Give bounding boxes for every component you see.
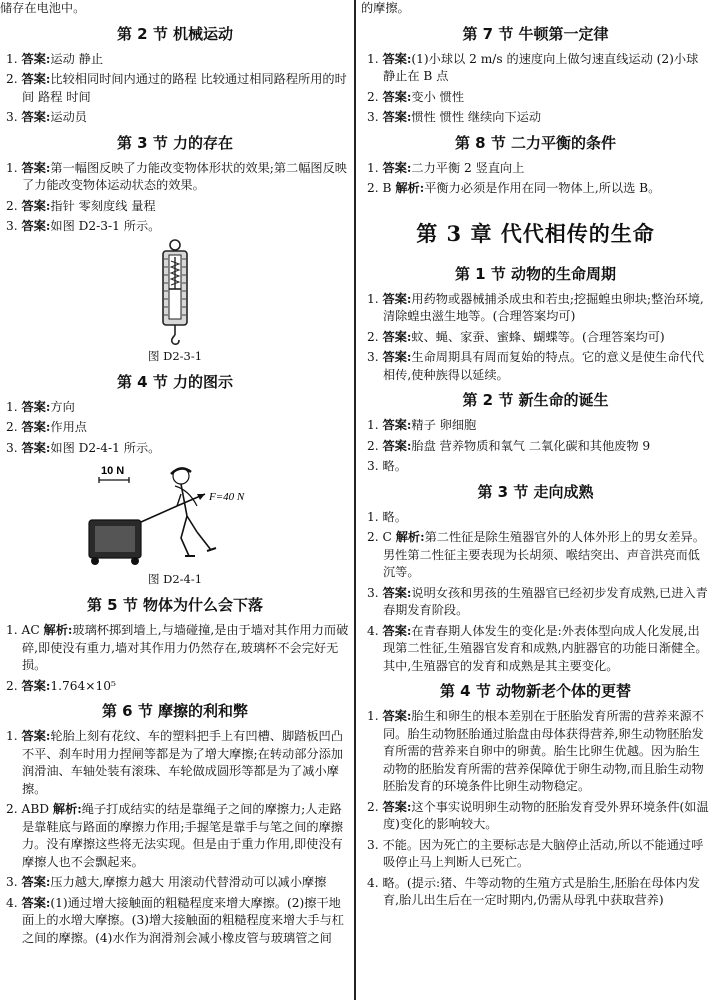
chapter-title: 第 3 章 代代相传的生命: [416, 220, 655, 246]
answer-text: 说明女孩和男孩的生殖器官已经初步发育成熟,已进入青春期发育阶段。: [383, 585, 708, 617]
answer-label: 解析:: [52, 802, 82, 816]
answer-item: [0, 109, 350, 127]
item-number: 2.: [6, 802, 18, 816]
item-number: 1.: [6, 51, 18, 66]
answer-item: [0, 895, 350, 948]
scale-label: 10 N: [101, 465, 125, 477]
answer-text: 不能。因为死亡的主要标志是大脑停止活动,所以不能通过呼吸停止马上判断人已死亡。: [382, 837, 704, 869]
answer-item: [361, 623, 710, 676]
answer-text: 第二性征是除生殖器官外的人体外形上的男女差异。男性第二性征主要表现为长胡须、喉结突出、声音洪亮而低沉等。: [383, 530, 705, 579]
answer-label: 答案:: [382, 709, 412, 723]
answer-label: 答案:: [382, 623, 412, 638]
answer-text: 略。: [382, 459, 407, 473]
force-diagram-figure: [0, 460, 350, 570]
answer-label: 答案:: [382, 110, 412, 124]
answer-list: [361, 417, 710, 476]
answer-item: [361, 875, 710, 910]
answer-text: 平衡力必须是作用在同一物体上,所以选 B。: [424, 181, 661, 195]
answer-text: 蚊、蝇、家蚕、蜜蜂、蝴蝶等。(合理答案均可): [411, 329, 665, 344]
answer-item: [361, 799, 710, 834]
continued-text: 储存在电池中。: [0, 1, 86, 15]
item-number: 3.: [6, 875, 18, 889]
item-number: 1.: [6, 623, 18, 637]
answer-text: 略。(提示:猪、牛等动物的生殖方式是胎生,胚胎在母体内发育,胎儿出生后在一定时期内,仍需从母乳中获取营养): [382, 875, 700, 907]
item-number: 3.: [6, 219, 18, 233]
item-number: 4.: [367, 875, 379, 890]
answer-label: 答案:: [21, 160, 51, 175]
answer-text: 运动 静止: [50, 51, 104, 66]
answer-item: [361, 51, 710, 86]
answer-item: [0, 51, 350, 69]
answer-item: [0, 728, 350, 798]
section-title: 第 6 节 摩擦的利和弊: [101, 702, 249, 720]
answer-text: 生命周期具有周而复始的特点。它的意义是使生命代代相传,使种族得以延续。: [383, 350, 704, 382]
answer-list: [0, 622, 350, 695]
spring-scale-figure: [0, 239, 350, 347]
answer-label: 答案:: [382, 291, 412, 306]
answer-list: [0, 51, 350, 127]
section-title: 第 2 节 新生命的诞生: [462, 391, 609, 409]
answer-label: 答案:: [21, 110, 51, 124]
answer-text: 二力平衡 2 竖直向上: [411, 160, 525, 175]
answer-text: 惯性 惯性 继续向下运动: [411, 110, 542, 124]
item-number: 2.: [6, 72, 18, 86]
choice-answer: C: [382, 530, 392, 544]
item-number: 4.: [367, 623, 379, 638]
answer-label: 答案:: [21, 678, 51, 693]
answer-text: 运动员: [50, 110, 87, 124]
answer-item: [0, 801, 350, 871]
answer-item: [0, 218, 350, 236]
answer-text: 绳子打成结实的结是靠绳子之间的摩擦力;人走路是靠鞋底与路面的摩擦力作用;手握笔是靠手与笔之间的摩擦力。没有摩擦这些将无法实现。但是由于重力作用,即使没有摩擦人也不会飘起来。: [22, 802, 343, 869]
answer-list: [361, 509, 710, 676]
answer-item: [0, 622, 350, 675]
answer-label: 答案:: [21, 895, 51, 910]
answer-label: 答案:: [382, 329, 412, 344]
answer-item: [361, 585, 710, 620]
item-number: 2.: [367, 181, 379, 195]
answer-label: 答案:: [382, 799, 412, 814]
item-number: 3.: [367, 585, 379, 600]
item-number: 2.: [367, 799, 379, 814]
section-title: 第 3 节 力的存在: [116, 133, 234, 152]
right-column: [361, 0, 710, 1000]
item-number: 1.: [367, 51, 379, 66]
section-title: 第 2 节 机械运动: [116, 24, 234, 43]
answer-text: 作用点: [50, 420, 87, 434]
answer-text: 轮胎上刻有花纹、车的塑料把手上有凹槽、脚踏板凹凸不平、刹车时用力捏闸等都是为了增大摩擦;在转动部分添加润滑油、车轴处装有滚珠、车轮做成圆形等都是为了减小摩擦。: [22, 729, 343, 796]
answer-text: 比较相同时间内通过的路程 比较通过相同路程所用的时间 路程 时间: [22, 72, 347, 104]
answer-label: 答案:: [382, 418, 412, 432]
item-number: 1.: [6, 729, 18, 743]
answer-item: [361, 438, 710, 456]
answer-item: [0, 440, 350, 458]
answer-text: 在青春期人体发生的变化是:外表体型向成人化发展,出现第二性征,生殖器官发育和成熟,内脏器官的功能日渐健全。其中,生殖器官的发育和成熟是其主要变化。: [383, 623, 708, 673]
answer-item: [0, 399, 350, 417]
answer-text: 指针 零刻度线 量程: [50, 198, 156, 213]
answer-text: 胎盘 营养物质和氧气 二氧化碳和其他废物 9: [411, 438, 651, 453]
answer-list: [361, 708, 710, 910]
answer-item: [361, 349, 710, 384]
answer-label: 答案:: [21, 399, 51, 414]
answer-item: [361, 160, 710, 178]
answer-text: 玻璃杯掷到墙上,与墙碰撞,是由于墙对其作用力而破碎,即使没有重力,墙对其作用力仍然存在,玻璃杯不会完好无损。: [22, 623, 349, 672]
answer-label: 答案:: [21, 198, 51, 213]
answer-list: [0, 399, 350, 458]
item-number: 2.: [367, 89, 379, 104]
answer-label: 答案:: [21, 219, 51, 233]
answer-label: 解析:: [43, 623, 73, 637]
item-number: 3.: [367, 837, 379, 852]
continued-text: 的摩擦。: [361, 1, 410, 15]
answer-label: 答案:: [21, 440, 51, 455]
answer-label: 答案:: [382, 585, 412, 600]
answer-text: 第一幅图反映了力能改变物体形状的效果;第二幅图反映了力能改变物体运动状态的效果。: [22, 160, 347, 192]
item-number: 1.: [367, 418, 379, 432]
item-number: 2.: [6, 678, 18, 693]
answer-item: [361, 329, 710, 347]
answer-item: [361, 291, 710, 326]
answer-list: [0, 160, 350, 236]
answer-label: 答案:: [21, 51, 51, 66]
item-number: 1.: [6, 399, 18, 414]
answer-text: 胎生和卵生的根本差别在于胚胎发育所需的营养来源不同。胎生动物胚胎通过胎盘由母体获得营养,卵生动物胚胎发育所需的营养来自卵中的卵黄。胎生比卵生优越。因为胎生动物的胚胎发育所需的营养保障优于卵生动物,而且胎生动物胚胎发育的环境条件比卵生动物稳定。: [383, 709, 704, 793]
answer-text: 用药物或器械捕杀成虫和若虫;挖掘蝗虫卵块;整治环境,清除蝗虫滋生地等。(合理答案均可): [383, 291, 704, 323]
answer-text: 方向: [50, 399, 75, 414]
answer-label: 答案:: [382, 51, 412, 66]
item-number: 3.: [367, 350, 379, 364]
item-number: 3.: [367, 459, 379, 473]
answer-item: [361, 529, 710, 582]
item-number: 3.: [6, 110, 18, 124]
answer-item: [0, 198, 350, 216]
answer-text: (1)小球以 2 m/s 的速度向上做匀速直线运动 (2)小球静止在 B 点: [383, 51, 699, 83]
answer-label: 解析:: [395, 530, 425, 544]
choice-answer: B: [382, 181, 392, 195]
answer-item: [0, 71, 350, 106]
choice-answer: ABD: [21, 802, 50, 816]
item-number: 1.: [6, 160, 18, 175]
answer-label: 答案:: [382, 438, 412, 453]
force-diagram: [85, 460, 265, 570]
answer-text: 精子 卵细胞: [411, 418, 477, 432]
section-title: 第 4 节 动物新老个体的更替: [439, 682, 632, 700]
answer-item: [361, 708, 710, 796]
answer-label: 解析:: [395, 181, 425, 195]
answer-text: 如图 D2-4-1 所示。: [50, 440, 161, 455]
item-number: 2.: [6, 198, 18, 213]
answer-list: [0, 728, 350, 947]
answer-item: [0, 678, 350, 696]
answer-text: 这个事实说明卵生动物的胚胎发育受外界环境条件(如温度)变化的影响较大。: [383, 799, 709, 831]
section-title: 第 5 节 物体为什么会下落: [86, 596, 264, 614]
answer-label: 答案:: [21, 729, 51, 743]
item-number: 2.: [367, 329, 379, 344]
choice-answer: AC: [21, 623, 40, 637]
answer-label: 答案:: [382, 160, 412, 175]
answer-text: 压力越大,摩擦力越大 用滚动代替滑动可以减小摩擦: [50, 875, 327, 889]
section-title: 第 1 节 动物的生命周期: [454, 264, 617, 283]
answer-text: 略。: [382, 509, 407, 524]
answer-label: 答案:: [21, 72, 51, 86]
answer-list: [361, 160, 710, 198]
answer-item: [0, 419, 350, 437]
answer-item: [361, 109, 710, 127]
column-divider: [354, 0, 356, 1000]
section-title: 第 4 节 力的图示: [116, 372, 234, 391]
answer-text: (1)通过增大接触面的粗糙程度来增大摩擦。(2)擦干地面上的水增大摩擦。(3)增大接触面的粗糙程度来增大手与杠之间的摩擦。(4)水作为润滑剂会减小橡皮管与玻璃管之间: [22, 895, 344, 945]
answer-label: 答案:: [21, 420, 51, 434]
figure-caption: 图 D2-3-1: [147, 348, 203, 363]
item-number: 1.: [367, 291, 379, 306]
section-title: 第 7 节 牛顿第一定律: [462, 24, 609, 43]
force-label: F=40 N: [209, 491, 245, 503]
figure-caption: 图 D2-4-1: [147, 572, 203, 586]
left-column: [0, 0, 350, 1000]
section-title: 第 3 节 走向成熟: [477, 482, 594, 501]
item-number: 4.: [6, 895, 18, 910]
answer-label: 答案:: [382, 89, 412, 104]
answer-label: 答案:: [382, 350, 412, 364]
answer-item: [361, 837, 710, 872]
section-title: 第 8 节 二力平衡的条件: [454, 133, 617, 152]
item-number: 1.: [367, 709, 379, 723]
answer-text: 1.764×10⁵: [50, 678, 116, 693]
answer-item: [361, 417, 710, 435]
item-number: 2.: [6, 420, 18, 434]
answer-item: [361, 89, 710, 107]
item-number: 2.: [367, 530, 379, 544]
answer-text: 如图 D2-3-1 所示。: [50, 219, 161, 233]
item-number: 3.: [6, 440, 18, 455]
answer-list: [361, 291, 710, 385]
answer-item: [0, 874, 350, 892]
answer-text: 变小 惯性: [411, 89, 465, 104]
answer-list: [361, 51, 710, 127]
answer-label: 答案:: [21, 875, 51, 889]
item-number: 1.: [367, 509, 379, 524]
answer-item: [361, 458, 710, 476]
item-number: 3.: [367, 110, 379, 124]
answer-item: [361, 509, 710, 527]
item-number: 2.: [367, 438, 379, 453]
answer-item: [0, 160, 350, 195]
answer-item: [361, 180, 710, 198]
spring-scale-icon: [155, 239, 195, 347]
item-number: 1.: [367, 160, 379, 175]
